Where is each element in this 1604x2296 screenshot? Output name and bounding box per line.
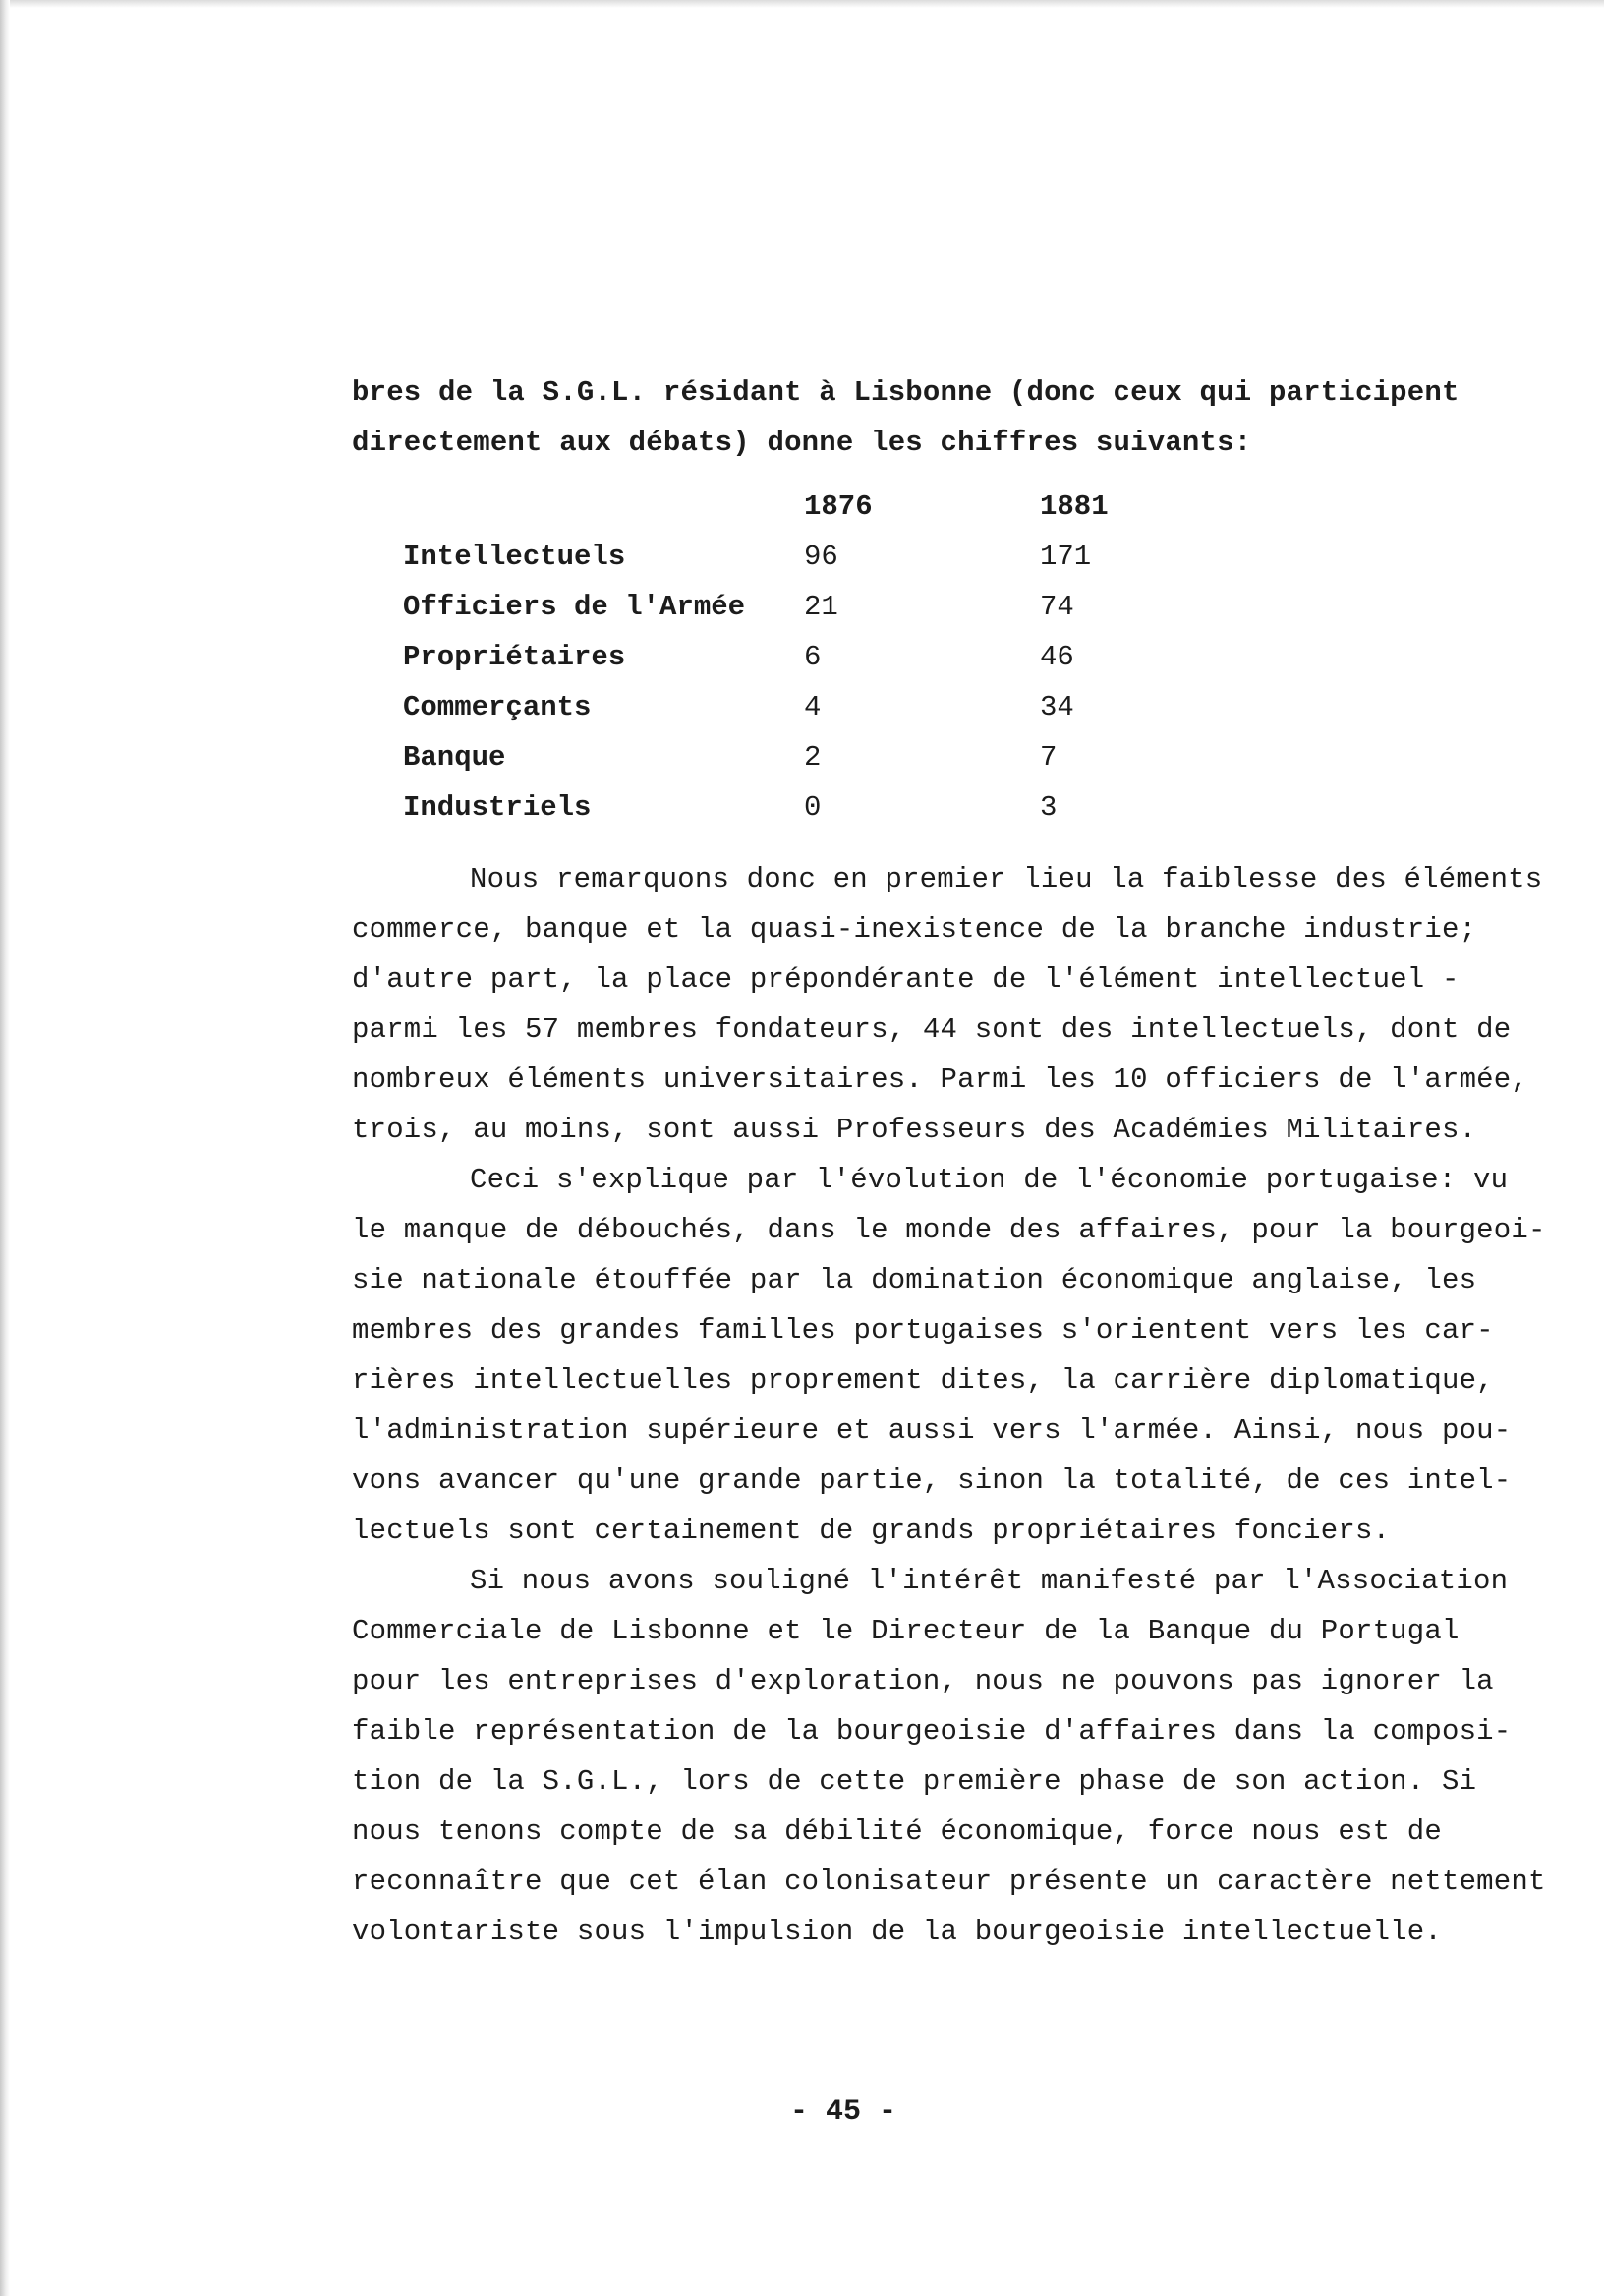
text-line: reconnaître que cet élan colonisateur présente un caractère nettement bbox=[352, 1866, 1546, 1898]
page-number: - 45 - bbox=[789, 2095, 897, 2129]
scan-edge-top bbox=[0, 0, 1604, 8]
text-line: pour les entreprises d'exploration, nous ne pouvons pas ignorer la bbox=[352, 1665, 1494, 1697]
document-page bbox=[352, 368, 1546, 1957]
value-1881: 74 bbox=[1040, 591, 1074, 623]
text-line: bres de la S.G.L. résidant à Lisbonne (donc ceux qui participent bbox=[352, 376, 1460, 409]
text-line: tion de la S.G.L., lors de cette première phase de son action. Si bbox=[352, 1765, 1477, 1798]
text-line: nous tenons compte de sa débilité économique, force nous est de bbox=[352, 1815, 1442, 1848]
text-line: rières intellectuelles proprement dites, la carrière diplomatique, bbox=[352, 1364, 1494, 1397]
column-header-1876: 1876 bbox=[804, 490, 873, 523]
row-label: Intellectuels bbox=[403, 541, 626, 573]
table-row bbox=[352, 582, 1335, 632]
paragraph-1 bbox=[352, 854, 1541, 1155]
text-line: Nous remarquons donc en premier lieu la faiblesse des éléments bbox=[470, 863, 1543, 895]
members-table bbox=[352, 482, 1335, 832]
value-1881: 34 bbox=[1040, 691, 1074, 723]
text-line: vons avancer qu'une grande partie, sinon la totalité, de ces intel- bbox=[352, 1464, 1512, 1497]
value-1881: 46 bbox=[1040, 641, 1074, 673]
table-row bbox=[352, 682, 1335, 732]
row-label: Banque bbox=[403, 741, 506, 774]
value-1876: 0 bbox=[804, 791, 822, 824]
value-1881: 7 bbox=[1040, 741, 1058, 774]
text-line: commerce, banque et la quasi-inexistence de la branche industrie; bbox=[352, 913, 1477, 946]
value-1881: 3 bbox=[1040, 791, 1058, 824]
value-1876: 96 bbox=[804, 541, 838, 573]
text-line: sie nationale étouffée par la domination économique anglaise, les bbox=[352, 1264, 1477, 1296]
text-line: volontariste sous l'impulsion de la bourgeoisie intellectuelle. bbox=[352, 1916, 1442, 1948]
table-row bbox=[352, 732, 1335, 782]
text-line: nombreux éléments universitaires. Parmi les 10 officiers de l'armée, bbox=[352, 1063, 1528, 1096]
table-row bbox=[352, 782, 1335, 832]
text-line: d'autre part, la place prépondérante de l'élément intellectuel - bbox=[352, 963, 1460, 996]
value-1876: 2 bbox=[804, 741, 822, 774]
column-header-1881: 1881 bbox=[1040, 490, 1109, 523]
paragraph-3 bbox=[352, 1556, 1546, 1957]
text-line: faible représentation de la bourgeoisie d'affaires dans la composi- bbox=[352, 1715, 1512, 1748]
intro-text bbox=[352, 368, 1541, 468]
row-label: Officiers de l'Armée bbox=[403, 591, 746, 623]
value-1876: 4 bbox=[804, 691, 822, 723]
text-line: trois, au moins, sont aussi Professeurs des Académies Militaires. bbox=[352, 1114, 1477, 1146]
table-row bbox=[352, 532, 1335, 582]
text-line: lectuels sont certainement de grands propriétaires fonciers. bbox=[352, 1515, 1391, 1547]
value-1876: 6 bbox=[804, 641, 822, 673]
scan-edge-left bbox=[0, 0, 10, 2296]
text-line: l'administration supérieure et aussi vers l'armée. Ainsi, nous pou- bbox=[352, 1414, 1512, 1447]
text-line: Ceci s'explique par l'évolution de l'économie portugaise: vu bbox=[470, 1164, 1509, 1196]
text-line: parmi les 57 membres fondateurs, 44 sont des intellectuels, dont de bbox=[352, 1013, 1512, 1046]
paragraph-2 bbox=[352, 1155, 1546, 1556]
table-row bbox=[352, 632, 1335, 682]
text-line: directement aux débats) donne les chiffres suivants: bbox=[352, 427, 1252, 459]
value-1881: 171 bbox=[1040, 541, 1092, 573]
row-label: Industriels bbox=[403, 791, 592, 824]
text-line: Si nous avons souligné l'intérêt manifesté par l'Association bbox=[470, 1565, 1509, 1597]
table-header-row bbox=[352, 482, 1335, 532]
value-1876: 21 bbox=[804, 591, 838, 623]
text-line: Commerciale de Lisbonne et le Directeur de la Banque du Portugal bbox=[352, 1615, 1460, 1647]
text-line: membres des grandes familles portugaises s'orientent vers les car- bbox=[352, 1314, 1494, 1347]
row-label: Propriétaires bbox=[403, 641, 626, 673]
row-label: Commerçants bbox=[403, 691, 592, 723]
text-line: le manque de débouchés, dans le monde des affaires, pour la bourgeoi- bbox=[352, 1214, 1546, 1246]
